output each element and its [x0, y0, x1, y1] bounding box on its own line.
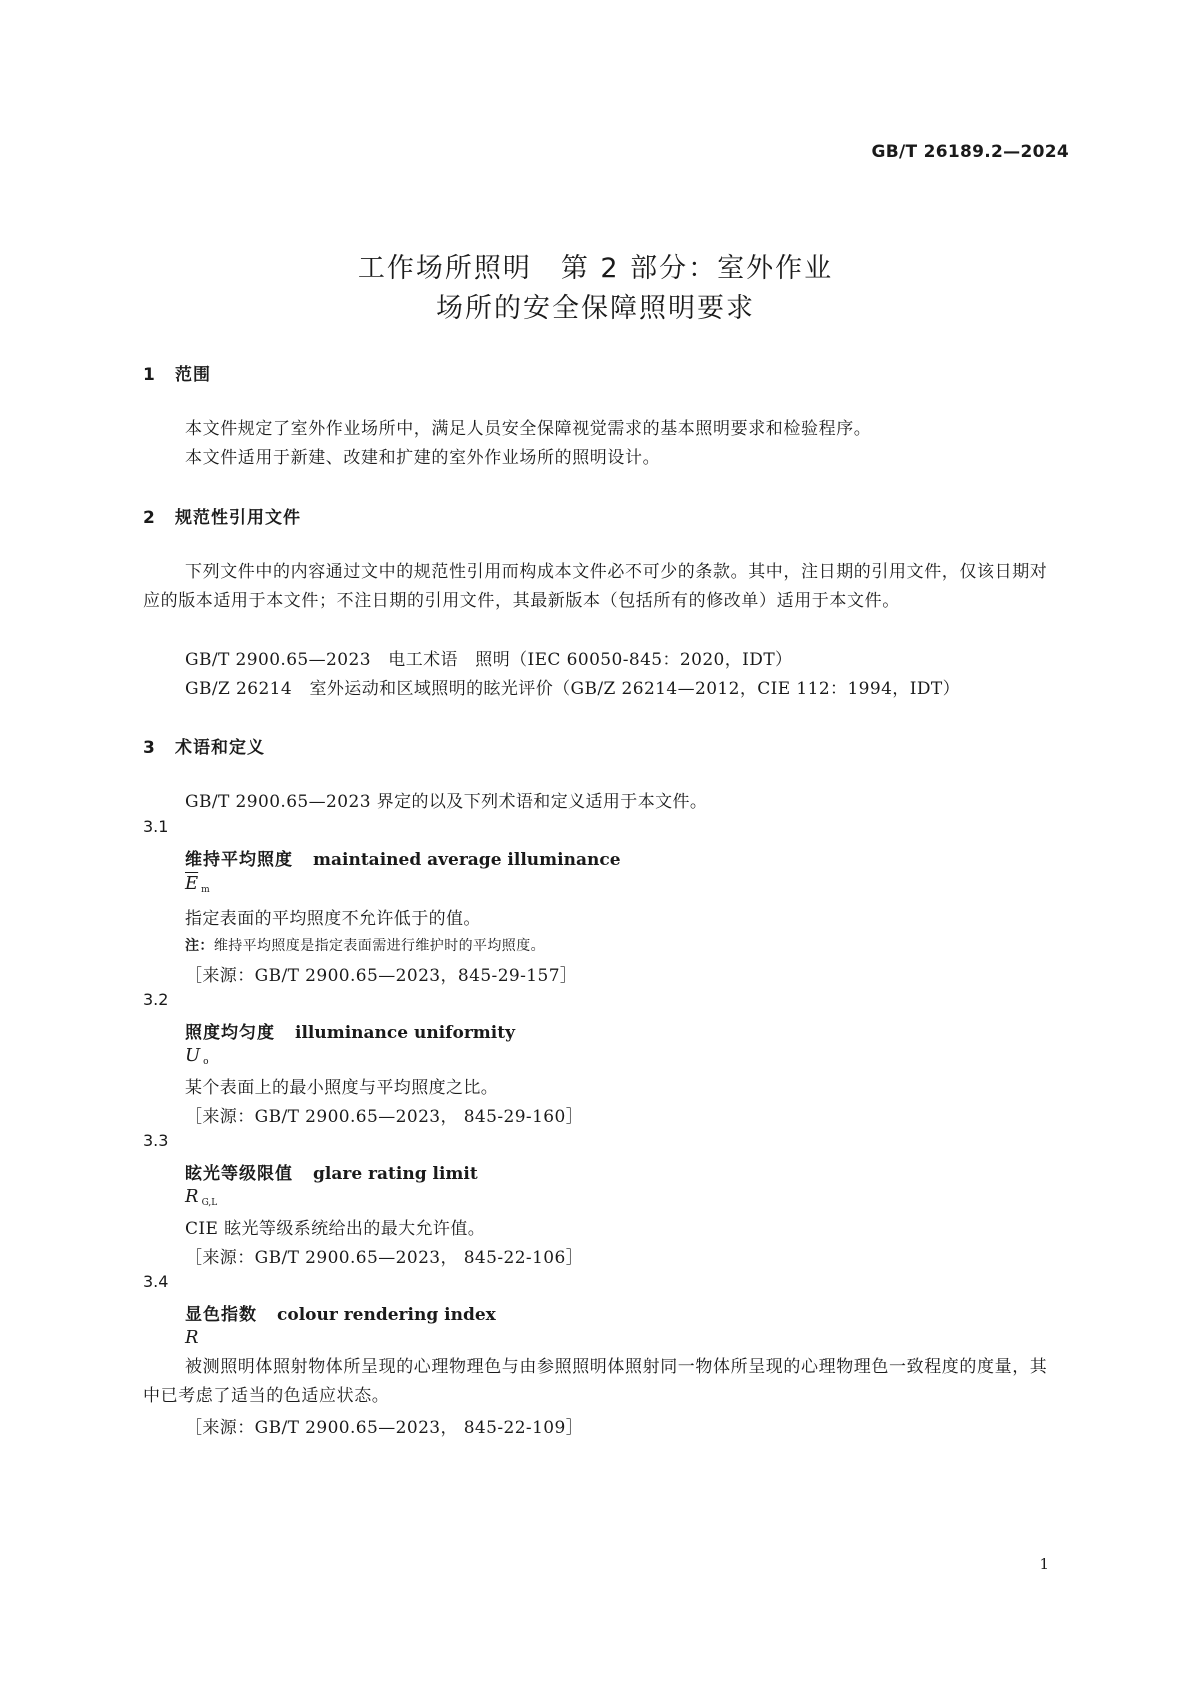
section-title: 术语和定义: [175, 738, 265, 758]
terms-intro: GB/T 2900.65—2023 界定的以及下列术语和定义适用于本文件。: [185, 792, 708, 812]
section-3-heading: [143, 733, 265, 758]
page-number: 1: [1039, 1555, 1049, 1573]
term-source: ［来源：GB/T 2900.65—2023， 845-22-109］: [185, 1418, 584, 1438]
document-title-line-2: 场所的安全保障照明要求: [436, 293, 755, 324]
term-symbol: R $_{G,L}$: [185, 1186, 218, 1208]
reference-item-1: GB/T 2900.65—2023 电工术语 照明（IEC 60050-845：2020，IDT）: [185, 650, 793, 670]
standard-code: GB/T 26189.2—2024: [871, 142, 1069, 162]
note-label: 注：: [185, 938, 214, 954]
section-title: 规范性引用文件: [175, 508, 301, 528]
term-english: maintained average illuminance: [313, 850, 621, 870]
term-title: [185, 845, 621, 870]
term-definition: CIE 眩光等级系统给出的最大允许值。: [185, 1219, 486, 1239]
normative-references-paragraph: 下列文件中的内容通过文中的规范性引用而构成本文件必不可少的条款。其中，注日期的引用文件，仅该日期对应的版本适用于本文件；不注日期的引用文件，其最新版本（包括所有的修改单）适用于本文件。: [143, 562, 1048, 611]
section-1-heading: [143, 360, 211, 385]
term-english: colour rendering index: [277, 1305, 496, 1325]
section-number: 2: [143, 508, 156, 528]
term-title: [185, 1018, 515, 1043]
document-title-line-1: 工作场所照明 第 2 部分：室外作业: [357, 253, 834, 284]
term-number: 3.1: [143, 817, 169, 836]
term-number: 3.3: [143, 1131, 169, 1150]
term-title: [185, 1300, 496, 1325]
term-definition: 某个表面上的最小照度与平均照度之比。: [185, 1078, 499, 1098]
term-english: illuminance uniformity: [295, 1023, 515, 1043]
term-chinese: 显色指数: [185, 1305, 257, 1325]
term-title: [185, 1159, 478, 1184]
term-chinese: 眩光等级限值: [185, 1164, 293, 1184]
term-chinese: 维持平均照度: [185, 850, 293, 870]
section-number: 1: [143, 365, 156, 385]
reference-item-2: GB/Z 26214 室外运动和区域照明的眩光评价（GB/Z 26214—2012，CIE 112：1994，IDT）: [185, 679, 960, 699]
term-symbol: $\overline{E}$ $_m$: [185, 873, 210, 895]
term-number: 3.2: [143, 990, 169, 1009]
term-source: ［来源：GB/T 2900.65—2023，845-29-157］: [185, 966, 578, 986]
term-symbol: U $_o$: [185, 1045, 209, 1067]
section-title: 范围: [175, 365, 211, 385]
scope-paragraph-2: 本文件适用于新建、改建和扩建的室外作业场所的照明设计。: [185, 448, 661, 468]
section-number: 3: [143, 738, 156, 758]
scope-paragraph-1: 本文件规定了室外作业场所中，满足人员安全保障视觉需求的基本照明要求和检验程序。: [185, 419, 872, 439]
term-chinese: 照度均匀度: [185, 1023, 275, 1043]
term-symbol: R: [185, 1327, 199, 1348]
note-text: 维持平均照度是指定表面需进行维护时的平均照度。: [213, 938, 546, 954]
term-source: ［来源：GB/T 2900.65—2023， 845-29-160］: [185, 1107, 584, 1127]
term-english: glare rating limit: [313, 1164, 478, 1184]
section-2-heading: [143, 503, 301, 528]
term-note: [185, 935, 545, 955]
term-definition: 被测照明体照射物体所呈现的心理物理色与由参照照明体照射同一物体所呈现的心理物理色一致程度的度量，其中已考虑了适当的色适应状态。: [143, 1357, 1048, 1406]
term-definition: 指定表面的平均照度不允许低于的值。: [185, 909, 481, 929]
term-number: 3.4: [143, 1272, 169, 1291]
term-source: ［来源：GB/T 2900.65—2023， 845-22-106］: [185, 1248, 584, 1268]
